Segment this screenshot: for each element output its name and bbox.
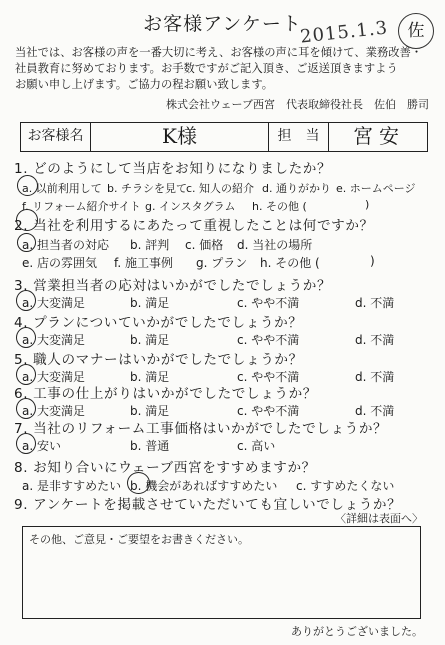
circle-mark (16, 327, 36, 348)
customer-name-label: お客様名 (21, 123, 91, 151)
q8-option-b[interactable]: b. 機会があればすすめたい (130, 479, 278, 493)
question-4: 4. プランについていかがでしたでしょうか？ (14, 315, 303, 331)
q1-option-a[interactable]: a. 以前利用して (22, 182, 102, 195)
q5-option-b[interactable]: b. 満足 (130, 370, 170, 384)
approval-seal: 佐 (398, 13, 434, 49)
q6-option-d[interactable]: d. 不満 (355, 404, 395, 418)
q8-option-a[interactable]: a. 是非すすめたい (22, 479, 122, 493)
circle-mark (16, 290, 36, 311)
q2-option-f[interactable]: f. 施工事例 (114, 256, 173, 270)
q2-option-b[interactable]: b. 評判 (130, 238, 170, 252)
comment-label: その他、ご意見・ご要望をお書きください。 (29, 533, 249, 546)
q2-option-h-close: ) (370, 254, 375, 268)
intro-line-1: 当社では、お客様の声を一番大切に考え、お客様の声に耳を傾けて、業務改善・ (15, 46, 423, 59)
q7-option-b[interactable]: b. 普通 (130, 439, 170, 453)
q2-option-a[interactable]: a. 担当者の対応 (22, 238, 109, 252)
q6-option-c[interactable]: c. やや不満 (237, 404, 300, 418)
customer-name-value[interactable]: K様 (91, 123, 269, 151)
q6-option-a[interactable]: a. 大変満足 (22, 404, 85, 418)
question-9: 9. アンケートを掲載させていただいても宜しいでしょうか？ (14, 497, 402, 513)
q1-option-g[interactable]: g. インスタグラム (145, 200, 236, 213)
q2-option-g[interactable]: g. プラン (196, 256, 248, 270)
question-8: 8. お知り合いにウェーブ西宮をすすめますか？ (14, 460, 316, 476)
intro-line-3: お願い申し上げます。ご協力の程お願い致します。 (15, 78, 274, 91)
q1-option-h[interactable]: h. その他 ( (252, 200, 307, 213)
q3-option-d[interactable]: d. 不満 (355, 296, 395, 310)
q8-option-c[interactable]: c. すすめたくない (296, 479, 395, 493)
question-2: 2. 当社を利用するにあたって重視したことは何ですか？ (14, 218, 374, 234)
q5-option-c[interactable]: c. やや不満 (237, 370, 300, 384)
q5-option-d[interactable]: d. 不満 (355, 370, 395, 384)
q1-option-c[interactable]: c. 知人の紹介 (186, 182, 255, 195)
circle-mark (17, 175, 38, 196)
staff-label: 担 当 (269, 123, 329, 151)
q2-option-d[interactable]: d. 当社の場所 (237, 238, 313, 252)
q7-option-c[interactable]: c. 高い (237, 439, 276, 453)
customer-info-table (20, 122, 428, 152)
q1-option-d[interactable]: d. 通りがかり (262, 182, 331, 195)
circle-mark (127, 472, 150, 494)
q3-option-c[interactable]: c. やや不満 (237, 296, 300, 310)
handwritten-date: 2015.1.3 (299, 17, 390, 48)
q6-option-b[interactable]: b. 満足 (130, 404, 170, 418)
company-signature: 株式会社ウェーブ西宮 代表取締役社長 佐伯 勝司 (165, 98, 429, 111)
question-1: 1. どのようにして当店をお知りになりましたか？ (14, 161, 332, 177)
circle-mark (17, 233, 36, 252)
q5-option-a[interactable]: a. 大変満足 (22, 370, 85, 384)
question-5: 5. 職人のマナーはいかがでしたでしょうか？ (14, 352, 303, 368)
q2-option-e[interactable]: e. 店の雰囲気 (22, 256, 98, 270)
q2-option-c[interactable]: c. 価格 (185, 238, 224, 252)
q4-option-d[interactable]: d. 不満 (355, 333, 395, 347)
staff-value[interactable]: 宮安 (353, 124, 405, 148)
q4-option-a[interactable]: a. 大変満足 (22, 333, 85, 347)
page-title: お客様アンケート (143, 13, 302, 35)
q3-option-a[interactable]: a. 大変満足 (22, 296, 85, 310)
q4-option-c[interactable]: c. やや不満 (237, 333, 300, 347)
circle-mark (16, 209, 38, 231)
q3-option-b[interactable]: b. 満足 (130, 296, 170, 310)
q1-option-h-close: ) (365, 198, 370, 211)
details-note: 〈詳細は表面へ〉 (335, 512, 423, 525)
q1-option-e[interactable]: e. ホームページ (336, 182, 416, 195)
question-7: 7. 当社のリフォーム工事価格はいかがでしたでしょうか？ (14, 421, 388, 437)
q4-option-b[interactable]: b. 満足 (130, 333, 170, 347)
question-3: 3. 営業担当者の応対はいかがでしたでしょうか？ (14, 278, 332, 294)
q1-option-b[interactable]: b. チラシを見て (107, 182, 187, 195)
q7-option-a[interactable]: a. 安い (22, 439, 61, 453)
comment-box[interactable] (22, 526, 421, 619)
circle-mark (16, 433, 36, 454)
q2-option-h[interactable]: h. その他 ( (260, 256, 320, 270)
thanks-text: ありがとうございました。 (291, 625, 423, 638)
circle-mark (16, 398, 36, 419)
question-6: 6. 工事の仕上がりはいかがでしたでしょうか？ (14, 386, 317, 402)
q1-option-f[interactable]: f. リフォーム紹介サイト (22, 200, 141, 213)
intro-line-2: 社員教育に努めております。お手数ですがご記入頂き、ご返送頂きますよう (15, 62, 398, 75)
